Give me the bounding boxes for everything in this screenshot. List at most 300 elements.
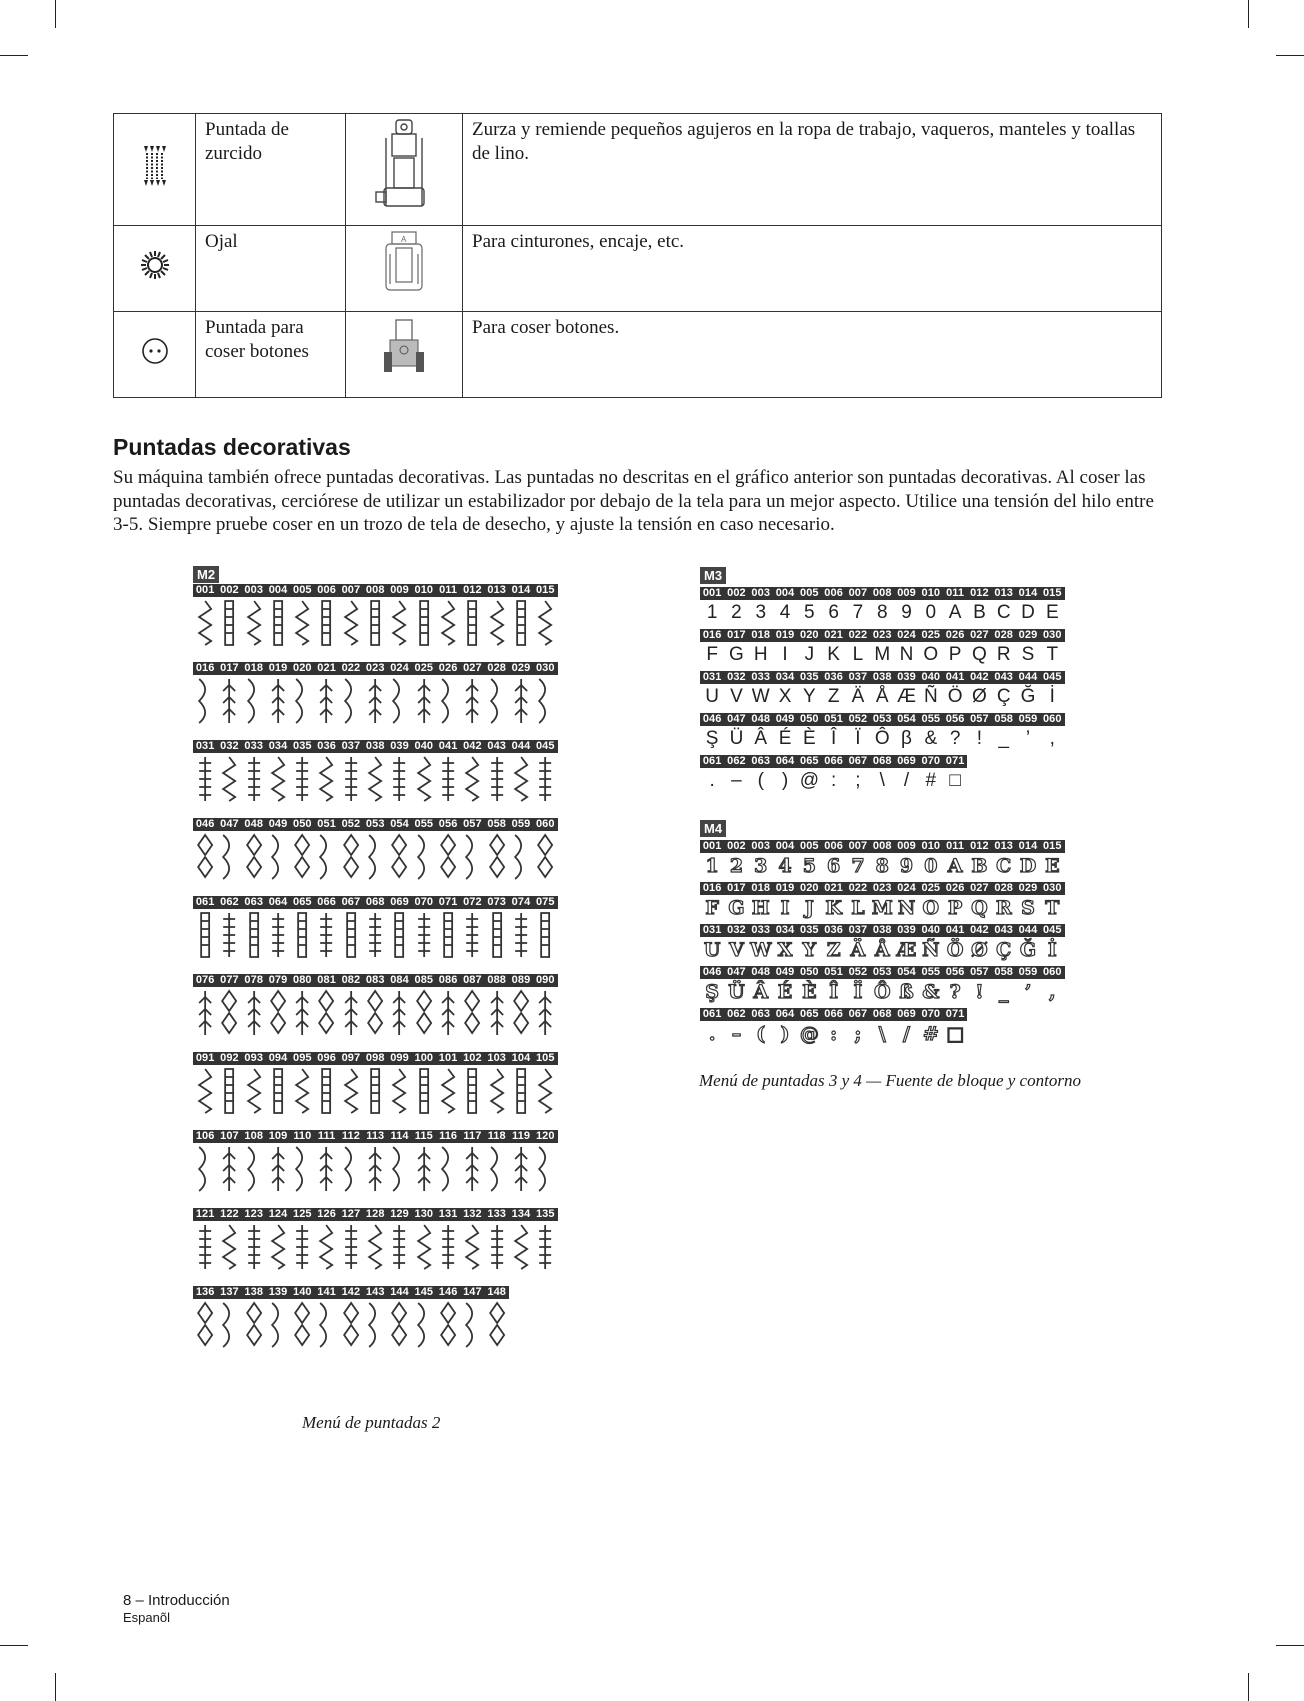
character-glyph: / (903, 1023, 910, 1045)
stitch-pattern-icon (217, 1301, 241, 1349)
character-glyph: ’ (1025, 728, 1031, 749)
stitch-number-bar (700, 587, 1065, 600)
stitch-pattern-icon (314, 1067, 338, 1115)
stitch-number: 011 (946, 840, 965, 852)
stitch-pattern-icon (339, 833, 363, 881)
stitch-pattern-icon (533, 599, 557, 647)
character-glyph: Â (754, 728, 768, 749)
character-glyph: J (804, 644, 815, 665)
stitch-shape (394, 1225, 406, 1269)
stitch-shape (223, 1303, 229, 1347)
stitch-number: 018 (751, 629, 771, 641)
character-glyph-row (700, 684, 1102, 710)
stitch-pattern-icon (242, 833, 266, 881)
stitch-shape (198, 835, 212, 877)
stitch-pattern-icon (314, 599, 338, 647)
stitch-number: 035 (800, 924, 819, 936)
stitch-shape (538, 835, 552, 877)
stitch-name: Puntada para coser botones (196, 312, 346, 398)
stitch-pattern-icon (485, 1067, 509, 1115)
character-glyph: Z (827, 686, 840, 707)
stitch-number: 060 (1042, 966, 1062, 978)
stitch-number: 067 (848, 1008, 868, 1020)
stitch-number: 006 (317, 584, 336, 596)
stitch-shape (199, 1069, 211, 1113)
stitch-shape (323, 601, 331, 645)
table-row (114, 114, 1162, 226)
stitch-shape (417, 991, 431, 1033)
stitch-number: 097 (341, 1052, 361, 1064)
crop-mark (1248, 1673, 1249, 1701)
character-glyph: Ş (705, 981, 720, 1003)
stitch-number: 099 (390, 1052, 409, 1064)
stitch-shape (442, 1147, 448, 1191)
svg-text:A: A (401, 235, 407, 244)
stitch-shape (369, 679, 381, 723)
stitch-pattern-icon (485, 1223, 509, 1271)
stitch-number: 083 (365, 974, 385, 986)
stitch-number: 062 (727, 1008, 746, 1020)
character-glyph: ? (949, 981, 961, 1003)
stitch-pattern-icon (363, 1145, 387, 1193)
character-glyph: R (996, 644, 1011, 665)
stitch-pattern-icon (266, 1301, 290, 1349)
stitch-pattern-icon (290, 833, 314, 881)
stitch-pattern-icon (314, 989, 338, 1037)
stitch-number: 101 (438, 1052, 458, 1064)
stitch-shape (272, 1225, 284, 1269)
character-glyph: 3 (754, 855, 768, 877)
stitch-shape (442, 601, 454, 645)
character-glyph: D (1021, 602, 1035, 623)
stitch-shape (272, 1303, 278, 1347)
character-glyph: 2 (729, 855, 744, 877)
stitch-number: 021 (824, 882, 843, 894)
character-glyph: V (729, 939, 744, 961)
stitch-shape (345, 1147, 351, 1191)
character-glyph: N (897, 897, 916, 919)
stitch-number: 058 (994, 966, 1014, 978)
stitch-number: 025 (921, 629, 941, 641)
stitch-pattern-icon (266, 1223, 290, 1271)
stitch-number: 007 (848, 840, 868, 852)
character-glyph: – (731, 770, 742, 791)
stitch-number: 082 (341, 974, 361, 986)
stitch-pattern-icon (363, 833, 387, 881)
stitch-pattern-icon (217, 599, 241, 647)
stitch-shape (539, 757, 551, 801)
stitch-number: 110 (293, 1130, 312, 1142)
stitch-shape (345, 991, 357, 1035)
stitch-number: 031 (702, 671, 722, 683)
stitch-number: 024 (897, 882, 916, 894)
menu-3-4-caption: Menú de puntadas 3 y 4 — Fuente de bloque y contorno (699, 1071, 1081, 1090)
stitch-number-bar (193, 1286, 509, 1299)
stitch-number: 010 (921, 840, 941, 852)
stitch-pattern-icon (242, 755, 266, 803)
stitch-number: 044 (511, 740, 531, 752)
stitch-shape (539, 679, 545, 723)
stitch-pattern-icon (266, 677, 290, 725)
stitch-number: 014 (511, 584, 531, 596)
character-glyph: : (830, 770, 837, 791)
stitch-shape (394, 757, 406, 801)
stitch-number: 023 (365, 662, 385, 674)
stitch-number: 009 (390, 584, 409, 596)
stitch-pattern-icon (339, 1145, 363, 1193)
character-glyph: Ø (972, 686, 987, 707)
stitch-shape (418, 913, 430, 957)
stitch-shape (248, 1147, 254, 1191)
stitch-number: 129 (390, 1208, 409, 1220)
character-glyph: È (802, 981, 817, 1003)
character-glyph: ; (854, 1023, 862, 1045)
stitch-number: 017 (220, 662, 239, 674)
stitch-number: 047 (727, 713, 746, 725)
stitch-number: 090 (535, 974, 555, 986)
stitch-number: 016 (195, 662, 215, 674)
stitch-number: 077 (220, 974, 239, 986)
character-row (700, 629, 1102, 668)
stitch-number: 093 (244, 1052, 264, 1064)
stitch-number: 030 (1042, 882, 1062, 894)
stitch-number: 017 (727, 629, 746, 641)
stitch-number: 067 (341, 896, 361, 908)
stitch-shape (272, 757, 284, 801)
character-glyph: O (923, 644, 939, 665)
stitch-number: 028 (994, 882, 1014, 894)
stitch-shape (394, 1069, 406, 1113)
character-glyph-row (700, 937, 1102, 963)
stitch-shape (466, 1303, 472, 1347)
stitch-number: 042 (463, 740, 482, 752)
stitch-number: 076 (195, 974, 215, 986)
stitch-number: 037 (848, 671, 868, 683)
menu-label: M4 (700, 820, 726, 837)
stitch-shape (247, 835, 261, 877)
stitch-number: 034 (775, 671, 795, 683)
stitch-glyph-row (193, 909, 559, 961)
stitch-number: 048 (244, 818, 264, 830)
stitch-number: 042 (970, 924, 989, 936)
page-footer (123, 1592, 230, 1626)
character-glyph: Â (753, 981, 769, 1003)
stitch-pattern-icon (242, 1301, 266, 1349)
stitch-pattern-icon (266, 1145, 290, 1193)
stitch-number-bar (193, 662, 558, 675)
stitch-pattern-icon (193, 833, 217, 881)
stitch-shape (344, 1303, 358, 1345)
stitch-shape (272, 913, 284, 957)
stitch-number: 116 (439, 1130, 458, 1142)
stitch-shape (371, 601, 379, 645)
stitch-pattern-icon (460, 989, 484, 1037)
character-glyph: T (1046, 644, 1059, 665)
stitch-number: 026 (945, 882, 965, 894)
character-glyph-row (700, 642, 1102, 668)
stitch-number: 070 (414, 896, 434, 908)
stitch-number: 092 (220, 1052, 239, 1064)
stitch-glyph-row (193, 753, 559, 805)
stitch-shape (345, 1069, 357, 1113)
stitch-number: 065 (800, 1008, 819, 1020)
stitch-shape (248, 991, 260, 1035)
stitch-number: 048 (751, 713, 771, 725)
stitch-shape (321, 913, 333, 957)
stitch-number: 018 (244, 662, 264, 674)
stitch-row (193, 1052, 559, 1117)
stitch-number: 053 (872, 713, 892, 725)
stitch-number: 127 (341, 1208, 361, 1220)
character-glyph: B (971, 855, 988, 877)
stitch-shape (345, 1225, 357, 1269)
character-glyph: , (1048, 981, 1056, 1003)
stitch-number: 040 (921, 671, 941, 683)
stitch-number: 035 (293, 740, 312, 752)
character-glyph: E (1045, 855, 1060, 877)
stitch-pattern-icon (363, 1301, 387, 1349)
character-glyph: F (705, 897, 719, 919)
stitch-number-bar (700, 840, 1065, 853)
stitch-number: 049 (268, 818, 288, 830)
stitch-number: 024 (390, 662, 409, 674)
stitch-pattern-icon (436, 755, 460, 803)
stitch-shape (223, 913, 235, 957)
stitch-number: 034 (268, 740, 288, 752)
stitch-pattern-icon (290, 677, 314, 725)
stitch-row (193, 1286, 559, 1351)
character-glyph: Ç (996, 939, 1012, 961)
stitch-pattern-icon (290, 755, 314, 803)
stitch-shape (296, 1225, 308, 1269)
stitch-number: 063 (244, 896, 264, 908)
stitch-number: 048 (751, 966, 771, 978)
stitch-shape (298, 913, 306, 957)
stitch-shape (368, 991, 382, 1033)
character-glyph: ) (781, 770, 789, 791)
stitch-shape (248, 601, 260, 645)
stitch-number: 059 (1018, 713, 1038, 725)
character-glyph: B (973, 602, 986, 623)
stitch-number: 005 (293, 584, 312, 596)
stitch-number: 041 (945, 671, 965, 683)
stitch-number: 003 (751, 587, 771, 599)
stitch-number: 030 (535, 662, 555, 674)
character-glyph: J (804, 897, 814, 919)
stitch-number: 060 (535, 818, 555, 830)
stitch-shape (539, 601, 551, 645)
stitch-number: 018 (751, 882, 771, 894)
stitch-number: 029 (1018, 882, 1038, 894)
character-glyph: L (851, 897, 865, 919)
stitch-shape (321, 679, 333, 723)
stitch-number: 066 (317, 896, 336, 908)
crop-mark (0, 55, 28, 56)
stitch-shape (271, 991, 285, 1033)
stitch-number: 120 (535, 1130, 555, 1142)
stitch-pattern-icon (412, 755, 436, 803)
stitch-shape (539, 1147, 545, 1191)
stitch-number: 037 (848, 924, 868, 936)
stitch-number: 071 (945, 755, 965, 767)
stitch-number: 114 (390, 1130, 409, 1142)
stitch-number: 038 (365, 740, 385, 752)
stitch-number: 109 (268, 1130, 288, 1142)
stitch-shape (418, 1147, 430, 1191)
character-glyph: ( (757, 770, 764, 791)
stitch-number: 062 (727, 755, 746, 767)
stitch-number: 002 (727, 840, 746, 852)
stitch-shape (369, 835, 375, 879)
stitch-number: 003 (751, 840, 771, 852)
stitch-number: 047 (220, 818, 239, 830)
stitch-shape (250, 913, 258, 957)
stitch-shape (465, 991, 479, 1033)
stitch-shape (396, 913, 404, 957)
stitch-shape (296, 757, 308, 801)
stitch-number: 095 (293, 1052, 312, 1064)
stitch-shape (223, 757, 235, 801)
stitch-glyph-row (193, 1143, 559, 1195)
stitch-shape (248, 757, 260, 801)
character-glyph: 1 (705, 855, 719, 877)
character-glyph: 9 (901, 602, 912, 623)
table-row (114, 312, 1162, 398)
stitch-row (193, 818, 559, 883)
character-glyph: M (871, 897, 893, 919)
stitch-shape (369, 1225, 381, 1269)
stitch-number: 056 (945, 966, 965, 978)
stitch-number: 061 (702, 1008, 722, 1020)
stitch-number: 016 (702, 629, 722, 641)
stitch-row (193, 1130, 559, 1195)
stitch-number: 066 (824, 1008, 843, 1020)
stitch-pattern-icon (485, 833, 509, 881)
stitch-number: 126 (317, 1208, 336, 1220)
stitch-number: 022 (848, 882, 868, 894)
stitch-shape (345, 601, 357, 645)
character-glyph: Å (875, 686, 889, 707)
stitch-number: 046 (195, 818, 215, 830)
stitch-number: 057 (463, 818, 482, 830)
stitch-shape (320, 991, 334, 1033)
stitch-number: 049 (775, 713, 795, 725)
stitch-table (113, 113, 1162, 398)
stitch-pattern-icon (217, 1145, 241, 1193)
stitch-number: 054 (897, 713, 916, 725)
stitch-pattern-icon (290, 911, 314, 959)
stitch-pattern-icon (533, 677, 557, 725)
stitch-number: 037 (341, 740, 361, 752)
stitch-shape (296, 991, 308, 1035)
character-glyph: İ (1049, 686, 1055, 707)
stitch-number: 052 (848, 713, 868, 725)
stitch-number: 032 (727, 924, 746, 936)
stitch-number: 032 (220, 740, 239, 752)
stitch-number: 012 (970, 587, 989, 599)
stitch-pattern-icon (387, 1067, 411, 1115)
stitch-pattern-icon (460, 1301, 484, 1349)
character-glyph: M (874, 644, 891, 665)
stitch-pattern-icon (387, 755, 411, 803)
stitch-number: 075 (535, 896, 555, 908)
character-glyph: Ï (855, 728, 861, 749)
stitch-pattern-icon (314, 1301, 338, 1349)
stitch-number: 026 (438, 662, 458, 674)
stitch-menu-4 (700, 820, 1102, 1047)
character-glyph: O (922, 897, 940, 919)
character-glyph: ; (855, 770, 861, 791)
stitch-pattern-icon (363, 1067, 387, 1115)
stitch-pattern-icon (339, 677, 363, 725)
character-glyph: 5 (802, 855, 816, 877)
stitch-pattern-icon (339, 755, 363, 803)
character-glyph: E (1045, 602, 1059, 623)
stitch-number: 136 (195, 1286, 215, 1298)
stitch-number: 056 (945, 713, 965, 725)
stitch-number: 100 (414, 1052, 434, 1064)
character-glyph-row (700, 726, 1102, 752)
stitch-shape (418, 835, 424, 879)
stitch-row (193, 584, 559, 649)
button-sew-icon (114, 312, 196, 398)
stitch-number: 068 (872, 755, 892, 767)
character-row (700, 587, 1102, 626)
stitch-number: 111 (317, 1130, 336, 1142)
stitch-shape (491, 1069, 503, 1113)
stitch-shape (491, 991, 503, 1035)
stitch-shape (272, 1147, 284, 1191)
stitch-number: 115 (414, 1130, 433, 1142)
character-glyph: 2 (731, 602, 742, 623)
stitch-shape (444, 913, 452, 957)
stitch-shape (541, 913, 549, 957)
character-glyph: K (825, 897, 842, 919)
stitch-number: 039 (390, 740, 409, 752)
stitch-pattern-icon (436, 1067, 460, 1115)
stitch-number-bar (700, 671, 1065, 684)
button-foot-icon (346, 312, 463, 398)
stitch-shape (272, 835, 278, 879)
stitch-number: 130 (414, 1208, 434, 1220)
stitch-number: 068 (872, 1008, 892, 1020)
stitch-number: 030 (1042, 629, 1062, 641)
stitch-number-bar (700, 966, 1065, 979)
stitch-number: 141 (317, 1286, 336, 1298)
stitch-pattern-icon (485, 755, 509, 803)
stitch-shape (199, 1225, 211, 1269)
stitch-number: 031 (195, 740, 215, 752)
character-glyph: F (706, 644, 718, 665)
stitch-shape (371, 1069, 379, 1113)
character-glyph: Ñ (922, 939, 940, 961)
stitch-number: 139 (268, 1286, 288, 1298)
stitch-number-bar (193, 1130, 558, 1143)
stitch-number: 059 (1018, 966, 1038, 978)
stitch-pattern-icon (339, 989, 363, 1037)
stitch-pattern-icon (266, 833, 290, 881)
stitch-number: 010 (921, 587, 941, 599)
stitch-number-bar (700, 629, 1065, 642)
stitch-number: 013 (994, 840, 1014, 852)
stitch-shape (296, 601, 308, 645)
character-glyph: H (753, 644, 768, 665)
stitch-pattern-icon (290, 1223, 314, 1271)
stitch-pattern-icon (266, 989, 290, 1037)
darning-stitch-icon (114, 114, 196, 226)
stitch-number: 057 (970, 713, 989, 725)
stitch-number: 106 (195, 1130, 215, 1142)
